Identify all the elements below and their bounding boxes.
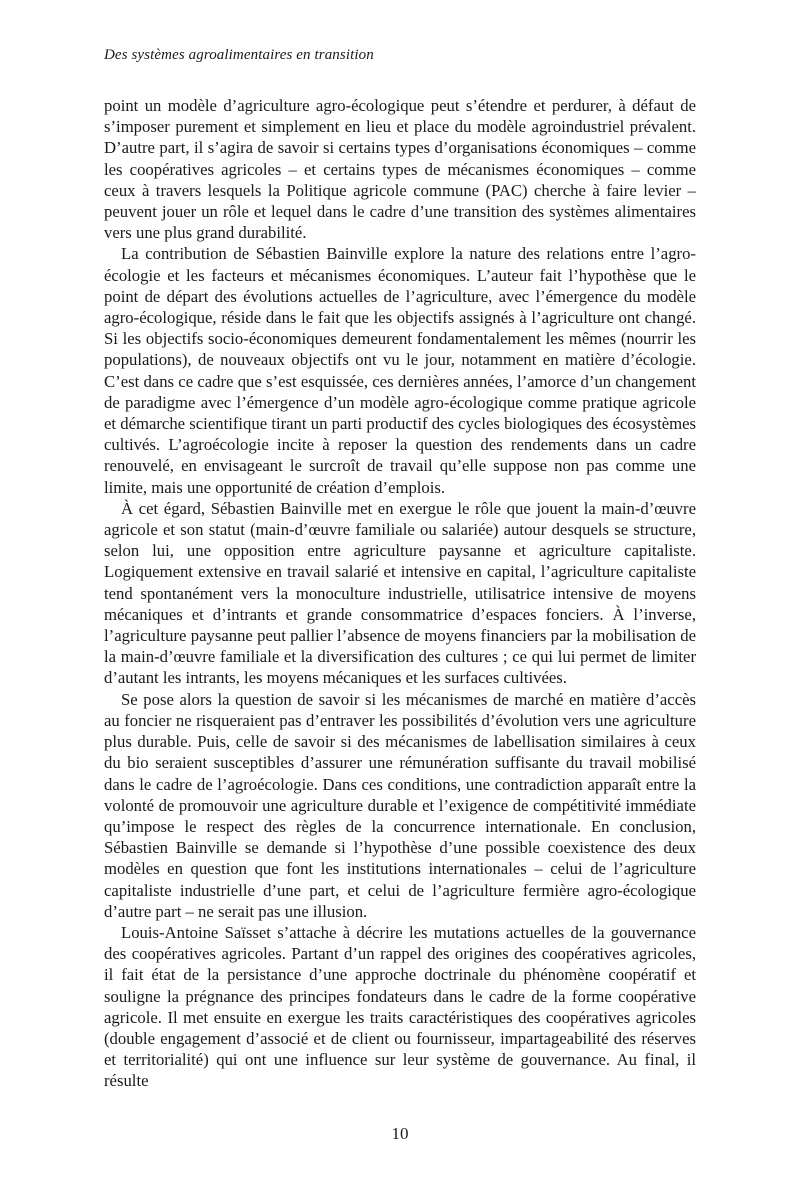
paragraph-continued: point un modèle d’agriculture agro-écologique peut s’étendre et perdurer, à défaut de s’imposer purement et simplement en lieu et place du modèle agroindustriel prévalent. D’autre part, il s’agira de savoir si certains types d’organisations économiques – comme les coopératives agricoles – et certains types de mécanismes économiques – comme ceux à travers lesquels la Politique agricole commune (PAC) cherche à faire levier – peuvent jouer un rôle et lequel dans le cadre d’une transition des systèmes alimentaires vers une plus grand durabilité. bbox=[104, 96, 696, 243]
paragraph: Louis-Antoine Saïsset s’attache à décrire les mutations actuelles de la gouvernance des coopératives agricoles. Partant d’un rappel des origines des coopératives agricoles, il fait état de la persistance d’une approche doctrinale du phénomène coopératif et souligne la prégnance des principes fondateurs dans le cadre de la forme coopérative agricole. Il met ensuite en exergue les traits caractéristiques des coopératives agricoles (double engagement d’associé et de client ou fournisseur, impartageabilité des réserves et territorialité) qui ont une influence sur leur système de gouvernance. Au final, il résulte bbox=[104, 922, 696, 1091]
page-number: 10 bbox=[391, 1124, 409, 1143]
running-header: Des systèmes agroalimentaires en transition bbox=[104, 47, 374, 63]
paragraph: La contribution de Sébastien Bainville explore la nature des relations entre l’agro-écologie et les facteurs et mécanismes économiques. L’auteur fait l’hypothèse que le point de départ des évolutions actuelles de l’agriculture, avec l’émergence du modèle agro-écologique, réside dans le fait que les objectifs assignés à l’agriculture ont changé. Si les objectifs socio-économiques demeurent fondamentalement les mêmes (nourrir les populations), de nouveaux objectifs ont vu le jour, notamment en matière d’écologie. C’est dans ce cadre que s’est esquissée, ces dernières années, l’amorce d’un changement de paradigme avec l’émergence d’un modèle agro-écologique comme pratique agricole et démarche scientifique tirant un parti productif des cycles biologiques des écosystèmes cultivés. L’agroécologie incite à reposer la question des rendements dans un cadre renouvelé, en envisageant le surcroît de travail qu’elle suppose non pas comme une limite, mais une opportunité de création d’emplois. bbox=[104, 244, 696, 497]
body-text bbox=[104, 95, 696, 1092]
paragraph: À cet égard, Sébastien Bainville met en exergue le rôle que jouent la main-d’œuvre agricole et son statut (main-d’œuvre familiale ou salariée) autour desquels se structure, selon lui, une opposition entre agriculture paysanne et agriculture capitaliste. Logiquement extensive en travail salarié et intensive en capital, l’agriculture capitaliste tend spontanément vers la monoculture industrielle, utilisatrice intensive de moyens mécaniques et d’intrants et grande consommatrice d’espaces fonciers. À l’inverse, l’agriculture paysanne peut pallier l’absence de moyens financiers par la mobilisation de la main-d’œuvre familiale et la diversification des cultures ; ce qui lui permet de limiter d’autant les intrants, les moyens mécaniques et les surfaces cultivées. bbox=[104, 498, 696, 688]
paragraph: Se pose alors la question de savoir si les mécanismes de marché en matière d’accès au foncier ne risqueraient pas d’entraver les possibilités d’évolution vers une agriculture plus durable. Puis, celle de savoir si des mécanismes de labellisation similaires à ceux du bio seraient susceptibles d’assurer une rémunération suffisante du travail mobilisé dans le cadre de l’agroécologie. Dans ces conditions, une contradiction apparaît entre la volonté de promouvoir une agriculture durable et l’exigence de compétitivité immédiate qu’impose le respect des règles de la concurrence internationale. En conclusion, Sébastien Bainville se demande si l’hypothèse d’une possible coexistence des deux modèles en question que font les institutions internationales – celui de l’agriculture capitaliste industrielle d’une part, et celui de l’agriculture fermière agro-écologique d’autre part – ne serait pas une illusion. bbox=[104, 689, 696, 921]
